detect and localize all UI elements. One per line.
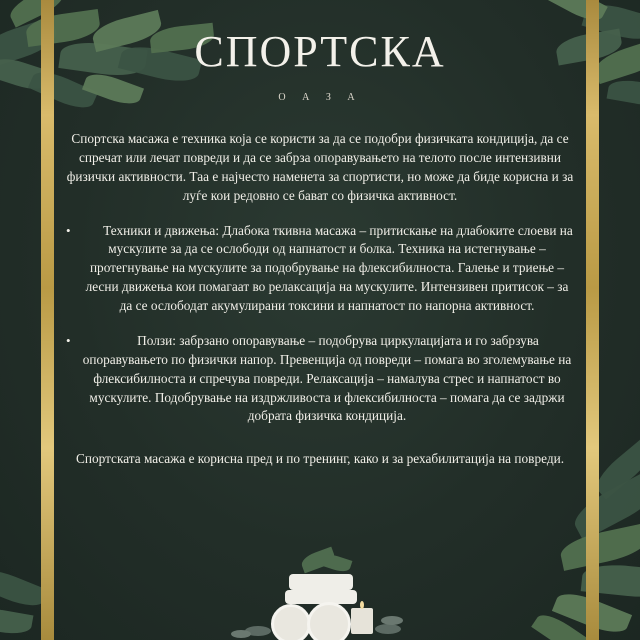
list-item [66,332,574,426]
folded-towel [285,590,357,604]
list-item [66,222,574,316]
intro-paragraph: Спортска масажа е техника која се користи за да се подобри физичката кондиција, да се спречат или лечат повреди и да се забрза опоравувањето на телото после интензивни физички активности. Таа е најчесто наменета за спортисти, но може да биде корисна и за луѓе кои редовно се бават со физичка активност. [66,131,574,203]
massage-stone [381,616,403,625]
rolled-towel [307,602,351,640]
bullet-text: Ползи: забрзано опоравување – подобрува циркулацијата и го забрзува опоравувањето по физички напор. Превенција од повреди – помага во зголемување на флексибилноста и спречува повреди. Релаксација – намалува стрес и напнатост во мускулите. Подобрување на издржливоста и флексибилноста – помага да се задржи добрата физичка кондиција. [82,332,572,424]
massage-stone [231,630,251,638]
rolled-towel [271,604,311,640]
page-title: СПОРТСКА [194,27,446,76]
bullet-text: Техники и движења: Длабока ткивна масажа – притискање на длабоките слоеви на мускулите за да се ослободи од напнатост и болка. Техника на истегнување – протегнување на мускулите за подобрување на флексибилноста. Галење и триење – лесни движења кои помагаат во релаксација на мускулите. Интензивен притисок – за да се ослободат акумулирани токсини и напнатост по напорна активност. [85,222,573,313]
candle-flame-icon [360,601,364,609]
massage-stone [375,624,401,634]
poster-content [66,130,574,469]
folded-towel [289,574,353,590]
spa-illustration [215,558,425,640]
bullet-marker-icon: • [66,222,71,238]
bullet-marker-icon: • [66,332,71,348]
candle [351,608,373,634]
closing-paragraph: Спортската масажа е корисна пред и по тренинг, како и за рехабилитација на повреди. [75,451,565,467]
page-subtitle: О А З А [278,92,362,103]
